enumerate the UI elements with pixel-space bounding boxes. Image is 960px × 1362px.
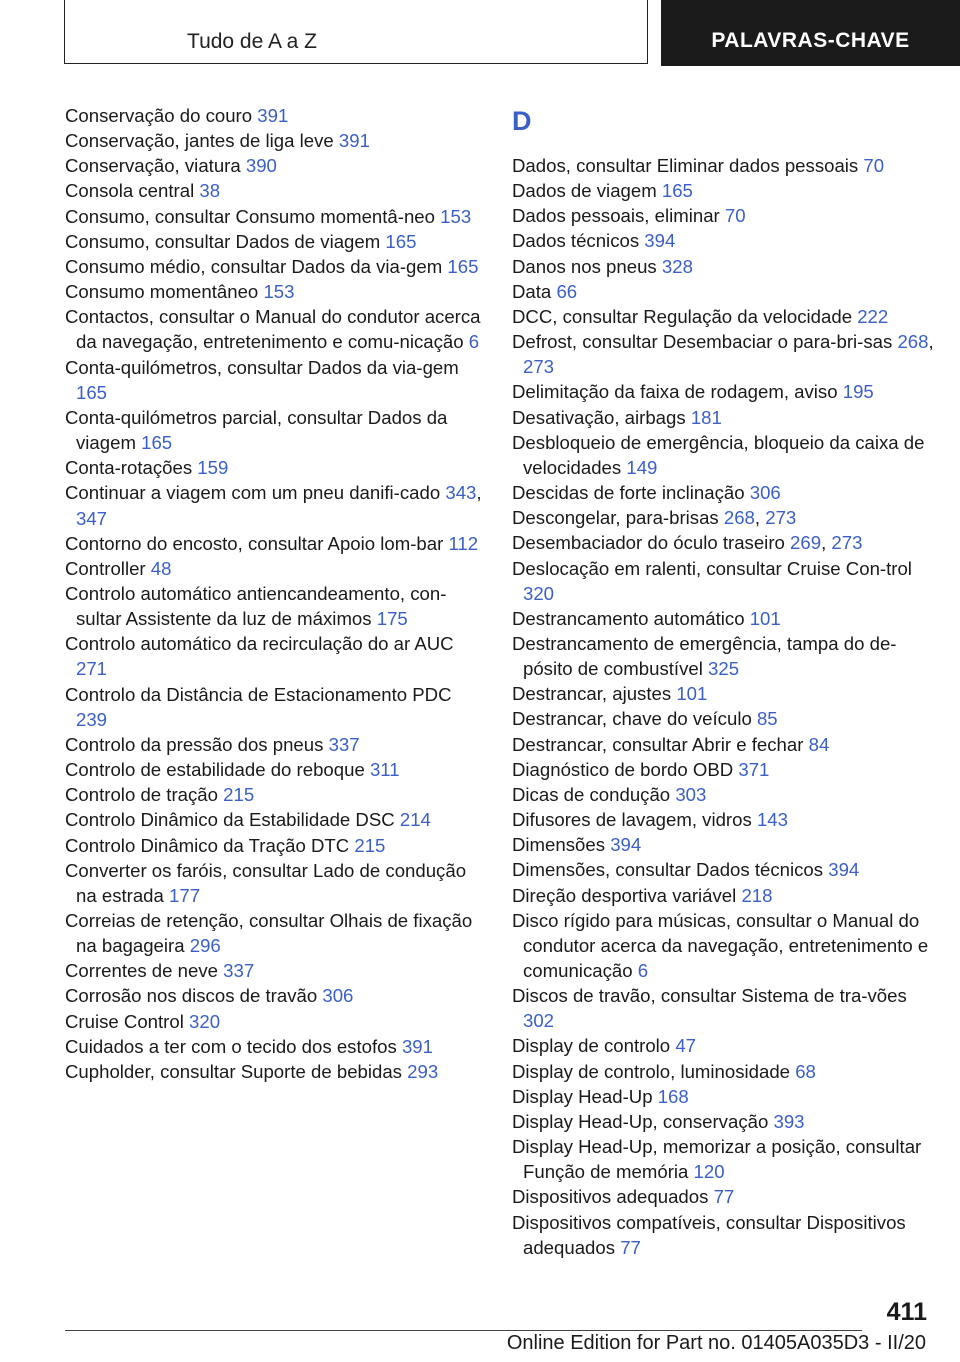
entry-label: Dicas de condução xyxy=(512,783,671,805)
entry-label: Dados técnicos xyxy=(512,230,640,252)
index-entry xyxy=(65,682,485,732)
page-reference-link[interactable]: 101 xyxy=(676,683,708,705)
index-entry xyxy=(512,405,942,430)
entry-label: Dados pessoais, eliminar xyxy=(512,205,720,227)
entry-label: Destrancar, consultar Abrir e fechar xyxy=(512,733,804,755)
page-reference-link[interactable]: 311 xyxy=(369,759,400,781)
page-reference-link[interactable]: 165 xyxy=(661,180,693,202)
page-reference-link[interactable]: 165 xyxy=(141,432,173,454)
footer-divider xyxy=(65,1330,862,1331)
page-reference-link[interactable]: 391 xyxy=(257,105,289,126)
page-reference-link[interactable]: 177 xyxy=(169,884,201,906)
page-reference-link[interactable]: 218 xyxy=(741,884,773,906)
index-entry xyxy=(512,178,942,203)
page-number: 411 xyxy=(886,1298,927,1326)
entry-label: Diagnóstico de bordo OBD xyxy=(512,758,734,780)
index-entry: Descongelar, para-brisas 268, 273 xyxy=(512,507,797,529)
entry-label: Conservação, jantes de liga leve xyxy=(65,130,334,152)
page-reference-link[interactable]: 394 xyxy=(644,230,676,252)
entry-label: Display Head-Up, conservação xyxy=(512,1110,769,1132)
index-entry: Continuar a viagem com um pneu danifi‐cado 343, 347 xyxy=(65,482,482,529)
page-reference-link[interactable]: 394 xyxy=(610,834,642,856)
entry-label: Conta-quilómetros parcial, consultar Dados da viagem xyxy=(65,406,448,454)
header-box xyxy=(64,0,648,64)
index-entry xyxy=(65,807,485,832)
entry-label: Consola central xyxy=(65,180,195,202)
page-reference-link[interactable]: 347 xyxy=(76,507,108,529)
page-reference-link[interactable]: 273 xyxy=(765,507,797,529)
index-entry xyxy=(65,405,485,455)
index-entry xyxy=(65,153,485,178)
page-reference-link[interactable]: 165 xyxy=(385,230,417,252)
entry-label: Controlo automático antiencandeamento, con‐sultar Assistente da luz de máximos xyxy=(65,582,447,630)
index-entry xyxy=(512,757,942,782)
page-reference-link[interactable]: 273 xyxy=(831,532,863,554)
index-entry xyxy=(65,279,485,304)
page-reference-link[interactable]: 6 xyxy=(468,331,480,353)
entry-label: Controlo da Distância de Estacionamento PDC xyxy=(65,683,452,705)
index-entry xyxy=(512,606,942,631)
index-entry xyxy=(512,782,942,807)
entry-label: Conta-quilómetros, consultar Dados da via‐gem xyxy=(65,356,459,378)
page-reference-link[interactable]: 268 xyxy=(723,507,755,529)
index-entry xyxy=(512,631,942,681)
index-entry xyxy=(65,254,485,279)
page-reference-link[interactable]: 6 xyxy=(637,960,649,981)
index-entry xyxy=(65,355,485,405)
index-entry xyxy=(512,1134,942,1184)
index-entry xyxy=(65,958,485,983)
index-entry xyxy=(65,556,485,581)
page-reference-link[interactable]: 70 xyxy=(863,155,885,176)
entry-label: Delimitação da faixa de rodagem, aviso xyxy=(512,381,838,403)
entry-label: Desembaciador do óculo traseiro xyxy=(512,532,785,554)
page-reference-link[interactable]: 77 xyxy=(620,1236,641,1258)
page-reference-link[interactable]: 296 xyxy=(189,935,221,957)
entry-label: Defrost, consultar Desembaciar o para-bri‐sas xyxy=(512,331,893,353)
index-entry: Desembaciador do óculo traseiro 269, 273 xyxy=(512,532,863,554)
page-reference-link[interactable]: 175 xyxy=(376,608,408,630)
index-entry xyxy=(65,204,485,229)
page-reference-link[interactable]: 306 xyxy=(322,985,354,1007)
page-reference-link[interactable]: 320 xyxy=(523,582,555,604)
page-reference-link[interactable]: 337 xyxy=(223,960,255,982)
index-entry xyxy=(65,757,485,782)
page-reference-link[interactable]: 394 xyxy=(828,859,860,881)
entry-label: Danos nos pneus xyxy=(512,255,657,277)
index-entry xyxy=(512,379,942,404)
index-column-right xyxy=(512,103,942,1260)
entry-label: Dimensões xyxy=(512,834,606,856)
page-reference-link[interactable]: 393 xyxy=(773,1110,805,1132)
page-reference-link[interactable]: 48 xyxy=(150,557,172,579)
index-entry xyxy=(512,732,942,757)
entry-label: Display de controlo, luminosidade xyxy=(512,1060,791,1082)
index-entry xyxy=(65,908,485,958)
page-reference-link[interactable]: 303 xyxy=(675,783,707,805)
entry-label: Cuidados a ter com o tecido dos estofos xyxy=(65,1035,397,1057)
entry-label: Correias de retenção, consultar Olhais de fixação na bagageira xyxy=(65,910,473,957)
index-entry xyxy=(512,279,942,304)
page-reference-link[interactable]: 269 xyxy=(790,532,822,554)
page-reference-link[interactable]: 149 xyxy=(626,456,658,478)
footer-edition: Online Edition for Part no. 01405A035D3 - II/20 xyxy=(506,1332,926,1354)
entry-label: Destrancar, chave do veículo xyxy=(512,708,752,730)
entry-label: Data xyxy=(512,280,552,302)
index-entry xyxy=(65,229,485,254)
index-entry xyxy=(512,883,942,908)
index-entry xyxy=(512,1033,942,1058)
index-entry xyxy=(65,103,485,128)
page-reference-link[interactable]: 325 xyxy=(708,658,740,680)
index-entry xyxy=(65,531,485,556)
page-reference-link[interactable]: 273 xyxy=(523,356,555,378)
index-entry xyxy=(512,1184,942,1209)
entry-label: Deslocação em ralenti, consultar Cruise Con‐trol xyxy=(512,557,912,579)
page-reference-link[interactable]: 168 xyxy=(657,1085,689,1107)
index-entry xyxy=(65,1009,485,1034)
page-reference-link[interactable]: 306 xyxy=(749,482,781,504)
page-reference-link[interactable]: 337 xyxy=(328,733,360,755)
page-reference-link[interactable]: 215 xyxy=(354,834,386,856)
index-entry xyxy=(65,782,485,807)
page-reference-link[interactable]: 302 xyxy=(523,1010,555,1032)
entry-label: Destrancamento de emergência, tampa do de‐pósito de combustível xyxy=(512,632,897,680)
entry-label: Controlo Dinâmico da Tração DTC xyxy=(65,834,350,856)
entry-label: Display Head-Up xyxy=(512,1085,653,1107)
page-reference-link[interactable]: 239 xyxy=(76,708,108,730)
index-entry xyxy=(65,178,485,203)
index-entry xyxy=(512,254,942,279)
index-column-left xyxy=(65,103,485,1084)
section-letter: D xyxy=(512,106,532,136)
entry-label: Disco rígido para músicas, consultar o Manual do condutor acerca da navegação, entretenimento e comunicação xyxy=(512,909,929,981)
page-reference-link[interactable]: 159 xyxy=(197,457,229,479)
entry-label: Contorno do encosto, consultar Apoio lom‐bar xyxy=(65,532,444,554)
entry-label: Controlo Dinâmico da Estabilidade DSC xyxy=(65,809,395,831)
index-entry: Defrost, consultar Desembaciar o para-bri‐sas 268, 273 xyxy=(512,331,934,378)
index-entry xyxy=(65,732,485,757)
entry-label: Destrancamento automático xyxy=(512,607,745,629)
entry-label: Consumo, consultar Dados de viagem xyxy=(65,230,381,252)
entry-label: Contactos, consultar o Manual do condutor acerca da navegação, entretenimento e comu‐nicação xyxy=(65,306,481,353)
index-entry xyxy=(65,304,485,354)
index-entry xyxy=(65,983,485,1008)
page-reference-link[interactable]: 328 xyxy=(661,255,693,277)
entry-label: Dados, consultar Eliminar dados pessoais xyxy=(512,155,859,176)
entry-label: Correntes de neve xyxy=(65,960,218,982)
page-reference-link[interactable]: 120 xyxy=(693,1161,725,1183)
keywords-tab xyxy=(661,0,960,66)
index-entry xyxy=(512,983,942,1033)
page-reference-link[interactable]: 77 xyxy=(713,1186,735,1208)
index-entry xyxy=(65,581,485,631)
index-entry xyxy=(512,304,942,329)
index-entry xyxy=(512,430,942,480)
page-reference-link[interactable]: 371 xyxy=(738,758,770,780)
page-reference-link[interactable]: 47 xyxy=(675,1035,696,1057)
index-entry xyxy=(512,706,942,731)
page-reference-link[interactable]: 222 xyxy=(857,305,889,327)
page-reference-link[interactable]: 215 xyxy=(223,784,255,806)
entry-label: Controlo de estabilidade do reboque xyxy=(65,759,365,781)
entry-label: Cupholder, consultar Suporte de bebidas xyxy=(65,1060,402,1082)
index-entry xyxy=(512,832,942,857)
index-entry xyxy=(512,1109,942,1134)
page-reference-link[interactable]: 165 xyxy=(76,381,108,403)
index-entry xyxy=(512,556,942,606)
page-reference-link[interactable]: 390 xyxy=(245,155,277,177)
entry-label: Desbloqueio de emergência, bloqueio da caixa de velocidades xyxy=(512,431,925,478)
entry-label: Display Head-Up, memorizar a posição, consultar Função de memória xyxy=(512,1136,922,1183)
index-entries-d xyxy=(512,153,942,1260)
entry-label: Controller xyxy=(65,557,146,579)
index-entry xyxy=(512,480,942,505)
entry-label: Conservação, viatura xyxy=(65,155,241,177)
index-entry xyxy=(65,631,485,681)
entry-label: Dispositivos compatíveis, consultar Dispositivos adequados xyxy=(512,1211,906,1258)
index-entry xyxy=(65,1034,485,1059)
page-reference-link[interactable]: 143 xyxy=(756,809,788,831)
page-reference-link[interactable]: 38 xyxy=(199,180,221,202)
page-reference-link[interactable]: 181 xyxy=(690,406,722,428)
page-reference-link[interactable]: 68 xyxy=(795,1060,816,1082)
index-entry xyxy=(512,807,942,832)
entry-label: Cruise Control xyxy=(65,1010,184,1032)
page-reference-link[interactable]: 320 xyxy=(189,1010,221,1032)
page-reference-link[interactable]: 391 xyxy=(338,130,370,152)
index-entry xyxy=(65,833,485,858)
entry-label: Consumo, consultar Consumo momentâ‐neo xyxy=(65,205,435,227)
entry-label: Converter os faróis, consultar Lado de condução na estrada xyxy=(65,859,467,906)
page-reference-link[interactable]: 84 xyxy=(808,733,830,755)
entry-label: Continuar a viagem com um pneu danifi‐cado xyxy=(65,482,441,504)
entry-label: Controlo da pressão dos pneus xyxy=(65,733,324,755)
entry-label: Destrancar, ajustes xyxy=(512,683,672,705)
index-entry xyxy=(512,1059,942,1084)
entry-label: DCC, consultar Regulação da velocidade xyxy=(512,305,853,327)
index-entry xyxy=(512,1084,942,1109)
entry-label: Desativação, airbags xyxy=(512,406,686,428)
page-reference-link[interactable]: 195 xyxy=(842,381,874,403)
index-entry xyxy=(512,228,942,253)
page-reference-link[interactable]: 153 xyxy=(440,205,472,227)
entry-label: Descidas de forte inclinação xyxy=(512,482,745,504)
entry-label: Descongelar, para-brisas xyxy=(512,507,719,529)
entry-label: Conta-rotações xyxy=(65,457,193,479)
index-entry xyxy=(512,857,942,882)
index-entry xyxy=(512,1210,942,1260)
index-entry xyxy=(65,1059,485,1084)
page-reference-link[interactable]: 70 xyxy=(724,205,746,227)
page-reference-link[interactable]: 343 xyxy=(445,482,477,504)
page-reference-link[interactable]: 268 xyxy=(897,331,929,353)
entry-label: Controlo de tração xyxy=(65,784,218,806)
page-reference-link[interactable]: 85 xyxy=(756,708,778,730)
index-entry xyxy=(512,153,942,178)
entry-label: Display de controlo xyxy=(512,1035,671,1057)
page-reference-link[interactable]: 66 xyxy=(556,280,578,302)
entry-label: Conservação do couro xyxy=(65,105,253,126)
page-reference-link[interactable]: 293 xyxy=(407,1060,439,1082)
entry-label: Consumo momentâneo xyxy=(65,281,259,303)
section-title: Tudo de A a Z xyxy=(187,30,317,53)
entry-label: Dados de viagem xyxy=(512,180,657,202)
page-reference-link[interactable]: 101 xyxy=(749,607,781,629)
index-entry xyxy=(65,128,485,153)
entry-label: Direção desportiva variável xyxy=(512,884,737,906)
index-entry xyxy=(65,455,485,480)
entry-label: Corrosão nos discos de travão xyxy=(65,985,318,1007)
entry-label: Consumo médio, consultar Dados da via‐gem xyxy=(65,255,443,277)
entry-label: Controlo automático da recirculação do ar AUC xyxy=(65,633,454,655)
keywords-tab-label: PALAVRAS-CHAVE xyxy=(711,29,910,52)
entry-label: Dispositivos adequados xyxy=(512,1186,709,1208)
page-reference-link[interactable]: 214 xyxy=(399,809,431,831)
index-entry xyxy=(512,681,942,706)
entry-label: Difusores de lavagem, vidros xyxy=(512,809,752,831)
entry-label: Dimensões, consultar Dados técnicos xyxy=(512,859,824,881)
page-reference-link[interactable]: 165 xyxy=(447,255,479,277)
page-reference-link[interactable]: 391 xyxy=(401,1035,433,1057)
page-reference-link[interactable]: 112 xyxy=(448,532,479,554)
index-entry xyxy=(512,908,942,983)
index-entry xyxy=(65,858,485,908)
index-entry xyxy=(512,203,942,228)
page-reference-link[interactable]: 271 xyxy=(76,658,108,680)
entry-label: Discos de travão, consultar Sistema de tra‐vões xyxy=(512,985,907,1007)
page-reference-link[interactable]: 153 xyxy=(263,281,295,303)
